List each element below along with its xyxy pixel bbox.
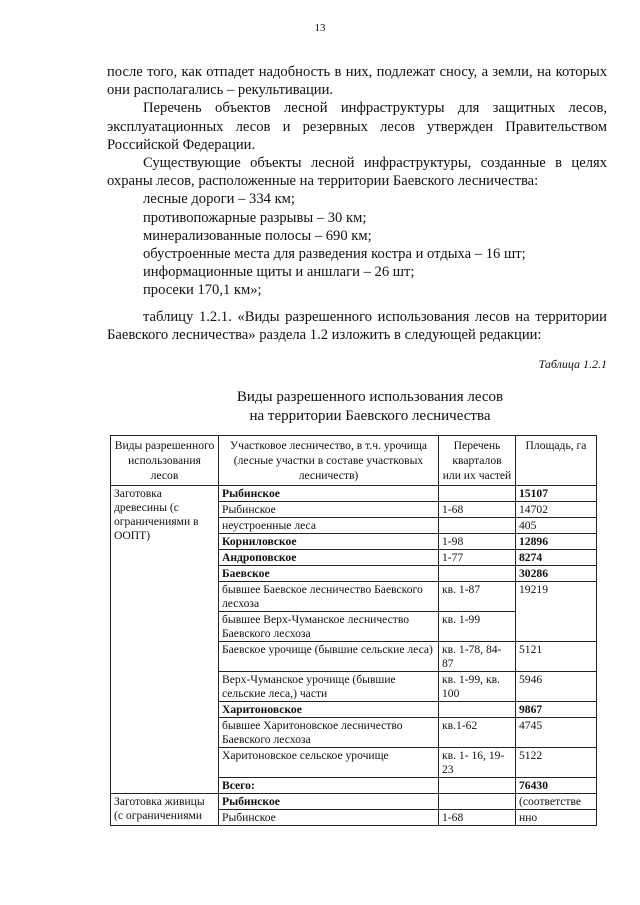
district-cell: Корниловское — [219, 534, 439, 550]
quarters-cell — [439, 794, 516, 810]
use-cell: Заготовка древесины (с ограничениями в ООПТ) — [111, 486, 219, 794]
quarters-cell — [439, 778, 516, 794]
district-cell: Баевское — [219, 566, 439, 582]
list-item: информационные щиты и аншлаги – 26 шт; — [143, 264, 415, 281]
district-cell: Рыбинское — [219, 502, 439, 518]
page-number: 13 — [314, 22, 326, 34]
quarters-cell: кв. 1-99, кв. 100 — [439, 672, 516, 702]
table-row — [111, 794, 597, 810]
paragraph-3: Существующие объекты лесной инфраструктуры, созданные в целях охраны лесов, расположенные на территории Баевского лесничества: — [107, 155, 607, 190]
district-cell: Рыбинское — [219, 486, 439, 502]
area-cell: 5121 — [516, 642, 597, 672]
table-header-row — [111, 436, 597, 486]
header-use: Виды разрешенного использования лесов — [111, 436, 219, 486]
district-cell: Харитоновское сельское урочище — [219, 748, 439, 778]
quarters-cell: кв. 1-87 — [439, 582, 516, 612]
body-text — [107, 63, 607, 300]
paragraph-1: после того, как отпадет надобность в них, подлежат сносу, а земли, на которых они располагались – рекультивации. — [107, 64, 607, 99]
area-cell: 5946 — [516, 672, 597, 702]
list-item: минерализованные полосы – 690 км; — [143, 227, 372, 244]
area-cell: 14702 — [516, 502, 597, 518]
quarters-cell: 1-77 — [439, 550, 516, 566]
header-area: Площадь, га — [516, 436, 597, 486]
quarters-cell: 1-98 — [439, 534, 516, 550]
paragraph-2: Перечень объектов лесной инфраструктуры для защитных лесов, эксплуатационных лесов и резервных лесов утвержден Правительством Российской Федерации. — [107, 100, 607, 153]
quarters-cell — [439, 566, 516, 582]
quarters-cell — [439, 702, 516, 718]
list-item: просеки 170,1 км»; — [143, 282, 262, 299]
table-row — [111, 486, 597, 502]
table-title — [0, 388, 640, 426]
area-cell: 12896 — [516, 534, 597, 550]
area-cell: 19219 — [516, 582, 597, 642]
district-cell: Баевское урочище (бывшие сельские леса) — [219, 642, 439, 672]
district-cell: неустроенные леса — [219, 518, 439, 534]
quarters-cell: кв. 1- 16, 19-23 — [439, 748, 516, 778]
area-cell: нно — [516, 810, 597, 826]
area-cell: 76430 — [516, 778, 597, 794]
area-cell: 30286 — [516, 566, 597, 582]
district-cell: бывшее Баевское лесничество Баевского лесхоза — [219, 582, 439, 612]
area-cell: 15107 — [516, 486, 597, 502]
land-use-table — [110, 435, 597, 826]
table-label: Таблица 1.2.1 — [538, 357, 607, 371]
paragraph-4: таблицу 1.2.1. «Виды разрешенного использования лесов на территории Баевского лесничества» раздела 1.2 изложить в следующей редакции: — [107, 309, 607, 344]
area-cell: 8274 — [516, 550, 597, 566]
list-item: противопожарные разрывы – 30 км; — [143, 209, 367, 226]
area-cell: 4745 — [516, 718, 597, 748]
quarters-cell — [439, 486, 516, 502]
district-cell: Рыбинское — [219, 794, 439, 810]
district-cell: Андроповское — [219, 550, 439, 566]
list-item: обустроенные места для разведения костра и отдыха – 16 шт; — [143, 246, 526, 263]
header-district: Участковое лесничество, в т.ч. урочища (лесные участки в составе участковых лесничеств) — [219, 436, 439, 486]
district-cell: бывшее Верх-Чуманское лесничество Баевского лесхоза — [219, 612, 439, 642]
table-title-line-2: на территории Баевского лесничества — [249, 408, 491, 424]
use-cell: Заготовка живицы (с ограничениями — [111, 794, 219, 826]
quarters-cell: кв. 1-99 — [439, 612, 516, 642]
area-cell: 9867 — [516, 702, 597, 718]
list-item: лесные дороги – 334 км; — [143, 191, 295, 208]
amendment-text — [107, 308, 607, 344]
area-cell: 405 — [516, 518, 597, 534]
header-quarters: Перечень кварталов или их частей — [439, 436, 516, 486]
district-cell: бывшее Харитоновское лесничество Баевского лесхоза — [219, 718, 439, 748]
district-cell: Всего: — [219, 778, 439, 794]
quarters-cell — [439, 518, 516, 534]
quarters-cell: 1-68 — [439, 810, 516, 826]
district-cell: Верх-Чуманское урочище (бывшие сельские леса,) части — [219, 672, 439, 702]
quarters-cell: кв. 1-78, 84-87 — [439, 642, 516, 672]
quarters-cell: кв.1-62 — [439, 718, 516, 748]
quarters-cell: 1-68 — [439, 502, 516, 518]
district-cell: Харитоновское — [219, 702, 439, 718]
district-cell: Рыбинское — [219, 810, 439, 826]
area-cell: 5122 — [516, 748, 597, 778]
table-title-line-1: Виды разрешенного использования лесов — [236, 389, 504, 405]
area-cell: (соответстве — [516, 794, 597, 810]
